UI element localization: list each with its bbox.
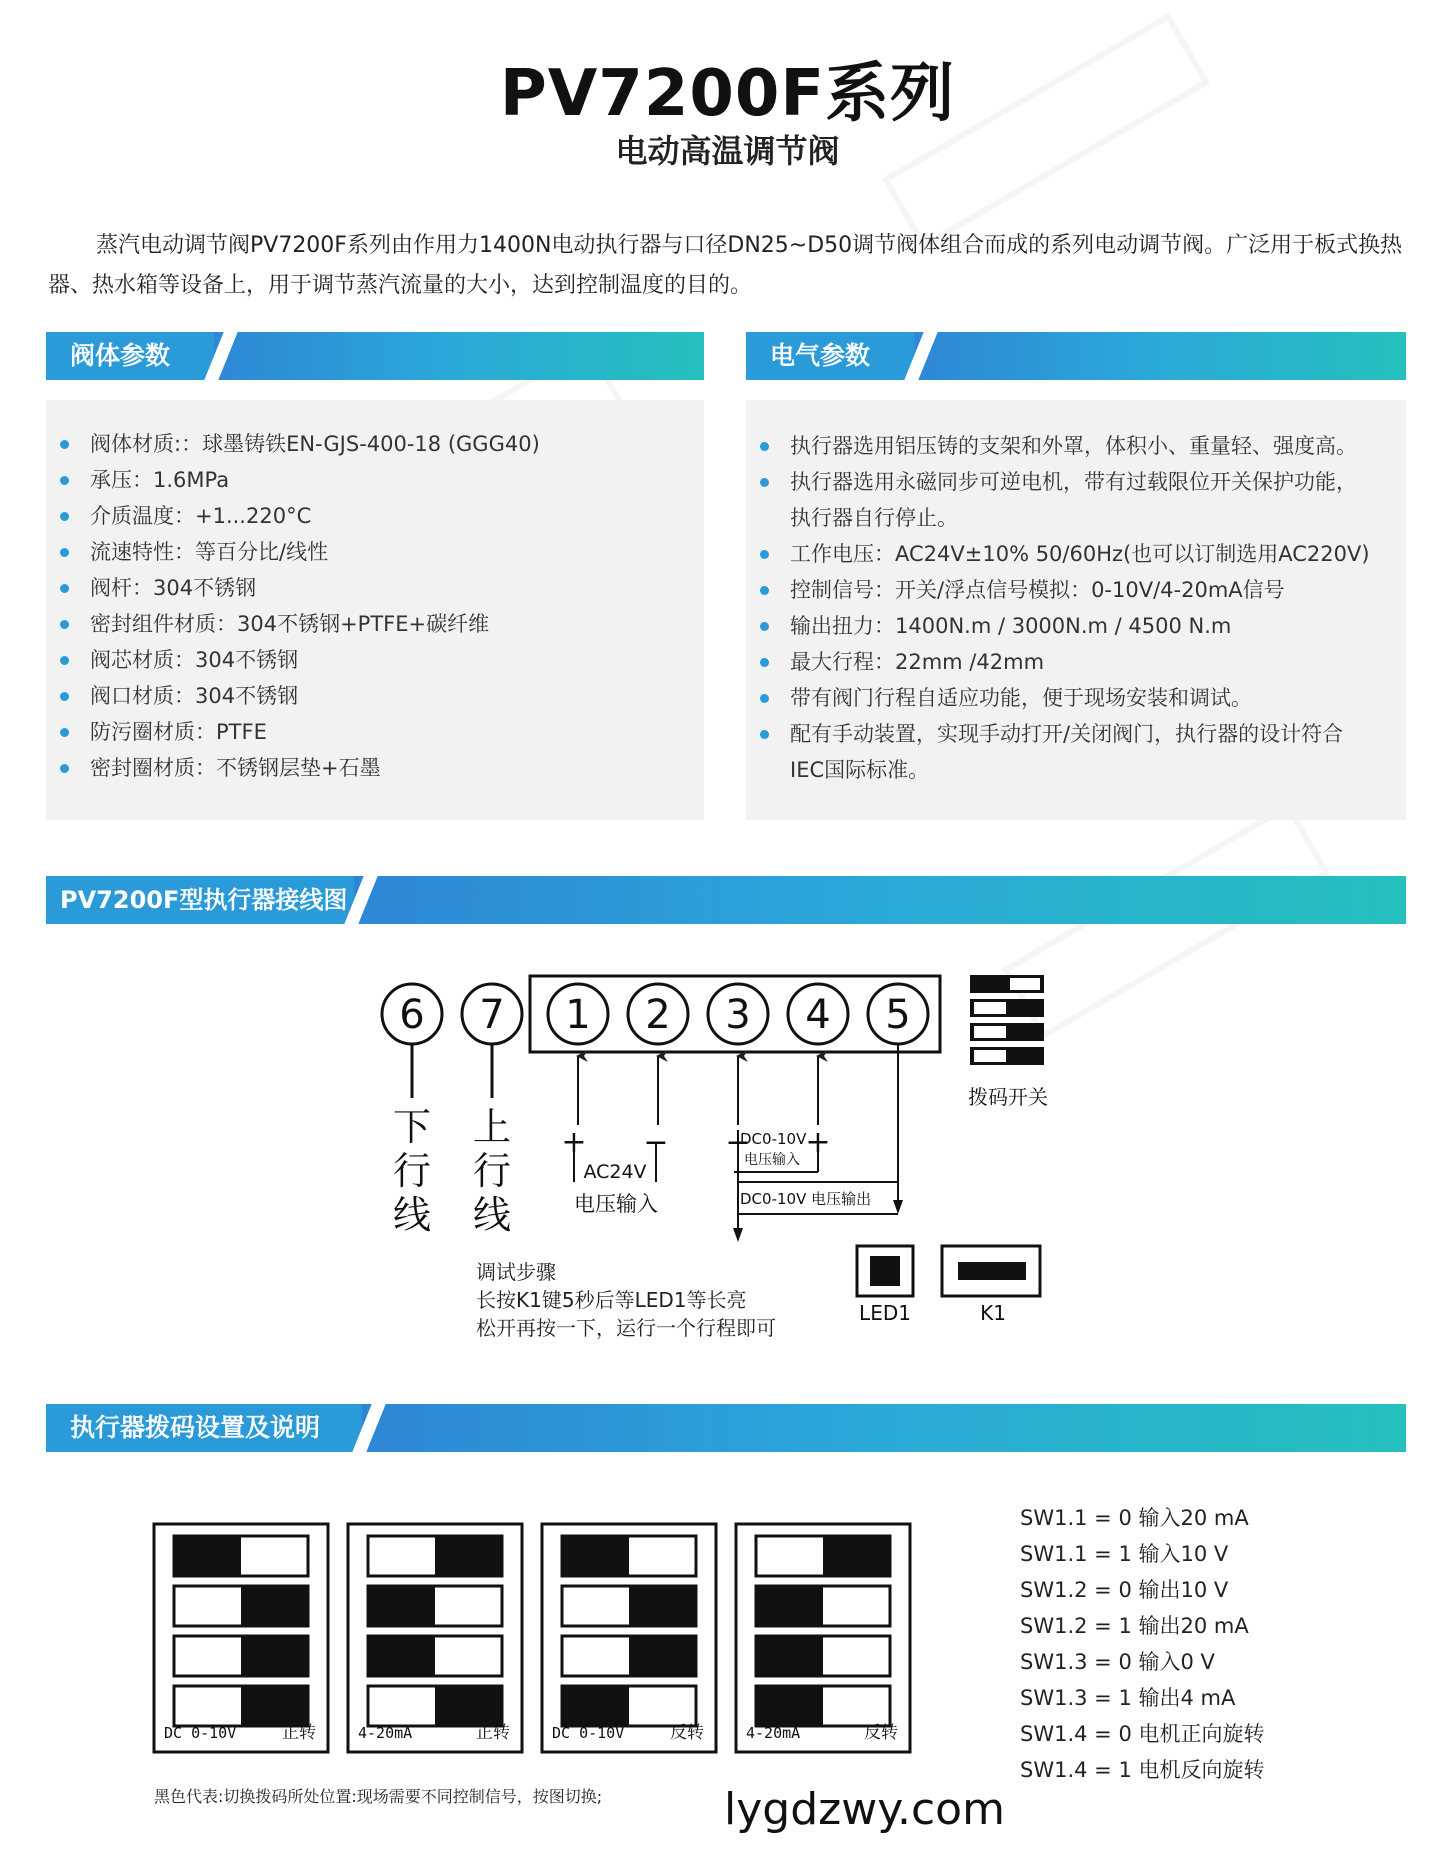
plus-sign: +	[561, 1125, 587, 1160]
dip-module-direction: 正转	[476, 1723, 510, 1743]
terminal-6-label: 6	[399, 992, 425, 1038]
dip-switch-position	[823, 1536, 890, 1576]
list-item: 执行器选用铝压铸的支架和外罩，体积小、重量轻、强度高。	[746, 428, 1406, 464]
list-item: 防污圈材质：PTFE	[46, 714, 704, 750]
dip-note: 黑色代表:切换拨码所处位置:现场需要不同控制信号，按图切换;	[154, 1787, 603, 1806]
steps-title: 调试步骤	[476, 1260, 556, 1284]
dip-switch-position	[629, 1586, 696, 1626]
up-line-char: 上	[472, 1105, 512, 1149]
ac24v-label: AC24V	[583, 1161, 647, 1183]
minus-sign: −	[643, 1125, 669, 1160]
up-line-char: 线	[472, 1193, 512, 1237]
section-heading-valve: 阀体参数	[46, 332, 214, 380]
dip-module-direction: 反转	[864, 1723, 898, 1743]
dip-switch-icon	[970, 975, 1044, 1065]
dip-switch-position	[435, 1536, 502, 1576]
dip-module-signal: DC 0-10V	[164, 1724, 237, 1742]
dip-switch-position	[756, 1686, 823, 1726]
list-item: 最大行程：22mm /42mm	[746, 644, 1406, 680]
list-item: SW1.1 = 1 输入10 V	[1020, 1542, 1229, 1566]
list-item: SW1.2 = 0 输出10 V	[1020, 1578, 1229, 1602]
section-bar-dip	[46, 1404, 1406, 1452]
valve-params-panel	[46, 400, 704, 820]
dip-switch-position	[368, 1636, 435, 1676]
terminal-3-label: 3	[725, 992, 751, 1038]
down-line-char: 线	[392, 1193, 432, 1237]
dip-switch-label: 拨码开关	[968, 1085, 1048, 1109]
list-item: 配有手动装置，实现手动打开/关闭阀门，执行器的设计符合 IEC国际标准。	[746, 716, 1406, 788]
dip-module	[736, 1524, 910, 1752]
dip-switch-position	[241, 1636, 308, 1676]
led1-label: LED1	[859, 1301, 911, 1325]
voltage-input-label: 电压输入	[574, 1192, 658, 1216]
list-item: 阀芯材质：304不锈钢	[46, 642, 704, 678]
dip-switch-position	[174, 1536, 241, 1576]
terminal-2-label: 2	[645, 992, 671, 1038]
section-heading-electrical: 电气参数	[746, 332, 914, 380]
up-line-char: 行	[472, 1149, 512, 1193]
section-heading-wiring: PV7200F型执行器接线图	[46, 876, 354, 924]
dip-switch-position	[435, 1686, 502, 1726]
list-item: 阀体材质:：球墨铸铁EN-GJS-400-18 (GGG40)	[46, 426, 704, 462]
electrical-params-panel	[746, 400, 1406, 820]
steps-line: 松开再按一下，运行一个行程即可	[476, 1316, 776, 1340]
list-item: 执行器选用永磁同步可逆电机，带有过载限位开关保护功能， 执行器自行停止。	[746, 464, 1406, 536]
electrical-params-list	[746, 400, 1406, 788]
list-item: 密封圈材质：不锈钢层垫+石墨	[46, 750, 704, 786]
list-item: SW1.4 = 1 电机反向旋转	[1020, 1758, 1265, 1782]
list-item: SW1.2 = 1 输出20 mA	[1020, 1614, 1249, 1638]
list-item: SW1.3 = 0 输入0 V	[1020, 1650, 1215, 1674]
dip-switch-position	[562, 1536, 629, 1576]
terminal-5-label: 5	[885, 992, 911, 1038]
section-heading-dip: 执行器拨码设置及说明	[46, 1404, 362, 1452]
dip-module	[348, 1524, 522, 1752]
dip-module-signal: DC 0-10V	[552, 1724, 625, 1742]
list-item: SW1.4 = 0 电机正向旋转	[1020, 1722, 1265, 1746]
terminal-1-label: 1	[565, 992, 591, 1038]
down-line-char: 行	[392, 1149, 432, 1193]
list-item: 控制信号：开关/浮点信号模拟：0-10V/4-20mA信号	[746, 572, 1406, 608]
valve-params-list	[46, 400, 704, 786]
list-item: 介质温度：+1...220°C	[46, 498, 704, 534]
list-item: 密封组件材质：304不锈钢+PTFE+碳纤维	[46, 606, 704, 642]
list-item: 承压：1.6MPa	[46, 462, 704, 498]
dip-module-direction: 反转	[670, 1723, 704, 1743]
section-bar-electrical	[746, 332, 1406, 380]
down-line-char: 下	[392, 1105, 432, 1149]
page-title: PV7200F系列	[499, 57, 956, 131]
dip-switch-position	[756, 1636, 823, 1676]
steps-line: 长按K1键5秒后等LED1等长亮	[476, 1288, 747, 1312]
minus-sign: −	[725, 1125, 751, 1160]
list-item: SW1.1 = 0 输入20 mA	[1020, 1506, 1249, 1530]
terminal-4-label: 4	[805, 992, 831, 1038]
dc-output-label: DC0-10V 电压输出	[740, 1190, 872, 1208]
dip-settings-list	[1020, 1500, 1400, 1788]
dip-switch-position	[562, 1686, 629, 1726]
dip-module-signal: 4-20mA	[746, 1724, 801, 1742]
dip-module-direction: 正转	[282, 1723, 316, 1743]
intro-paragraph: 蒸汽电动调节阀PV7200F系列由作用力1400N电动执行器与口径DN25~D50调节阀体组合而成的系列电动调节阀。广泛用于板式换热器、热水箱等设备上，用于调节蒸汽流量的大小，达到控制温度的目的。	[48, 233, 1403, 298]
plus-sign: +	[805, 1125, 831, 1160]
list-item: 流速特性：等百分比/线性	[46, 534, 704, 570]
dc-input-label: DC0-10V	[740, 1130, 807, 1148]
dip-module	[154, 1524, 328, 1752]
dip-switch-position	[241, 1686, 308, 1726]
website-link[interactable]: lygdzwy.com	[724, 1784, 1005, 1835]
k1-label: K1	[980, 1301, 1006, 1325]
list-item: 带有阀门行程自适应功能，便于现场安装和调试。	[746, 680, 1406, 716]
section-bar-valve	[46, 332, 704, 380]
list-item: 阀口材质：304不锈钢	[46, 678, 704, 714]
page-subtitle: 电动高温调节阀	[615, 132, 840, 170]
list-item: 工作电压：AC24V±10% 50/60Hz(也可以订制选用AC220V)	[746, 536, 1406, 572]
dip-switch-position	[629, 1636, 696, 1676]
steps-block	[476, 1258, 876, 1342]
dc-input-sub-label: 电压输入	[744, 1152, 800, 1168]
list-item: 阀杆：304不锈钢	[46, 570, 704, 606]
section-bar-wiring	[46, 876, 1406, 924]
terminal-7-label: 7	[479, 992, 505, 1038]
dip-switch-position	[756, 1586, 823, 1626]
dip-switch-position	[241, 1586, 308, 1626]
list-item: SW1.3 = 1 输出4 mA	[1020, 1686, 1236, 1710]
list-item: 输出扭力：1400N.m / 3000N.m / 4500 N.m	[746, 608, 1406, 644]
dip-switch-position	[368, 1586, 435, 1626]
dip-modules	[150, 1520, 930, 1780]
dip-module-signal: 4-20mA	[358, 1724, 413, 1742]
dip-module	[542, 1524, 716, 1752]
